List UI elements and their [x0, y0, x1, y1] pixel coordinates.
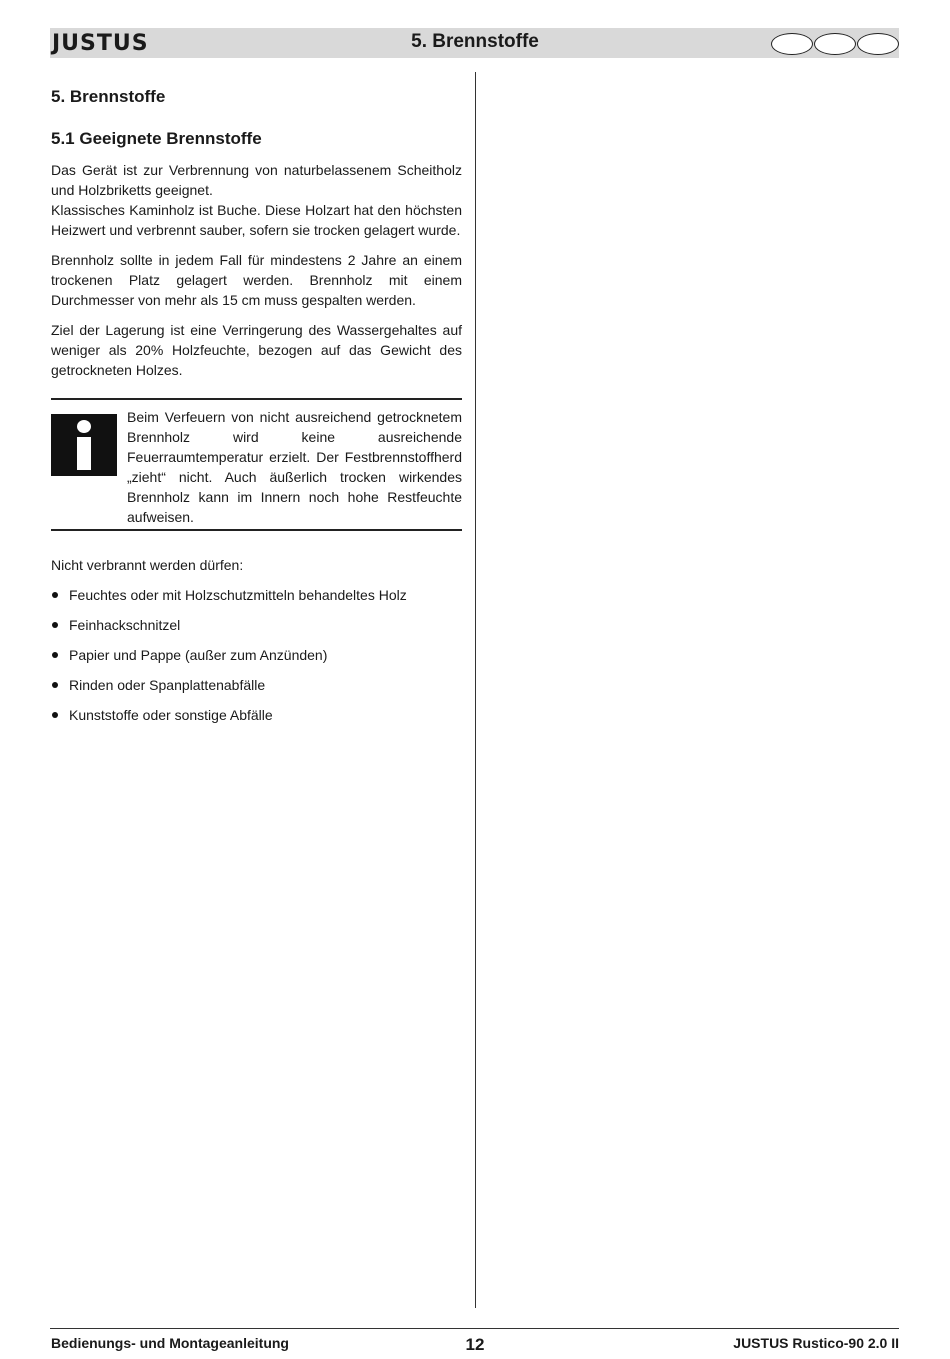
bullet-icon: [52, 652, 58, 658]
brand-logo: JUSTUS: [52, 31, 149, 56]
list-item: Rinden oder Spanplattenabfälle: [51, 675, 462, 695]
list-item: Papier und Pappe (außer zum Anzünden): [51, 645, 462, 665]
column-divider: [475, 72, 476, 1308]
list-intro: Nicht verbrannt werden dürfen:: [51, 557, 244, 573]
paragraph: Brennholz sollte in jedem Fall für mindestens 2 Jahre an einem trockenen Platz gelagert werden. Brennholz mit einem Durchmesser von mehr als 15 cm muss gespalten werden.: [51, 252, 462, 308]
language-flag-1: [771, 33, 813, 55]
bullet-icon: [52, 712, 58, 718]
footer-manual-title: Bedienungs- und Montageanleitung: [51, 1335, 289, 1351]
bullet-icon: [52, 622, 58, 628]
main-content: [51, 86, 462, 735]
subsection-heading: 5.1 Geeignete Brennstoffe: [51, 129, 262, 148]
footer-divider: [50, 1328, 899, 1329]
list-item: Feinhackschnitzel: [51, 615, 462, 635]
section-heading: 5. Brennstoffe: [51, 87, 166, 106]
bullet-icon: [52, 592, 58, 598]
list-item: Feuchtes oder mit Holzschutzmitteln behandeltes Holz: [51, 585, 462, 605]
footer-product-name: JUSTUS Rustico-90 2.0 II: [733, 1335, 899, 1351]
info-note-text: Beim Verfeuern von nicht ausreichend getrocknetem Brennholz wird keine ausreichende Feuerraumtemperatur erzielt. Der Festbrennstoffherd „zieht“ nicht. Auch äußerlich trocken wirkendes Brennholz kann im Innern noch hohe Restfeuchte aufweisen.: [127, 409, 462, 525]
info-icon: [51, 414, 117, 476]
bullet-icon: [52, 682, 58, 688]
paragraph: Klassisches Kaminholz ist Buche. Diese Holzart hat den höchsten Heizwert und verbrennt sauber, sofern sie trocken gelagert wurde.: [51, 202, 462, 238]
paragraph: Das Gerät ist zur Verbrennung von naturbelassenem Scheitholz und Holzbriketts geeignet.: [51, 162, 462, 198]
page-number: 12: [465, 1335, 485, 1354]
prohibited-fuels-list: [51, 585, 462, 725]
paragraph: Ziel der Lagerung ist eine Verringerung des Wassergehaltes auf weniger als 20% Holzfeuchte, bezogen auf das Gewicht des getrockneten Holzes.: [51, 322, 462, 378]
info-note: [51, 398, 462, 531]
language-flag-3: [857, 33, 899, 55]
header-title: 5. Brennstoffe: [411, 31, 539, 52]
list-item: Kunststoffe oder sonstige Abfälle: [51, 705, 462, 725]
language-flags: [771, 33, 897, 55]
language-flag-2: [814, 33, 856, 55]
